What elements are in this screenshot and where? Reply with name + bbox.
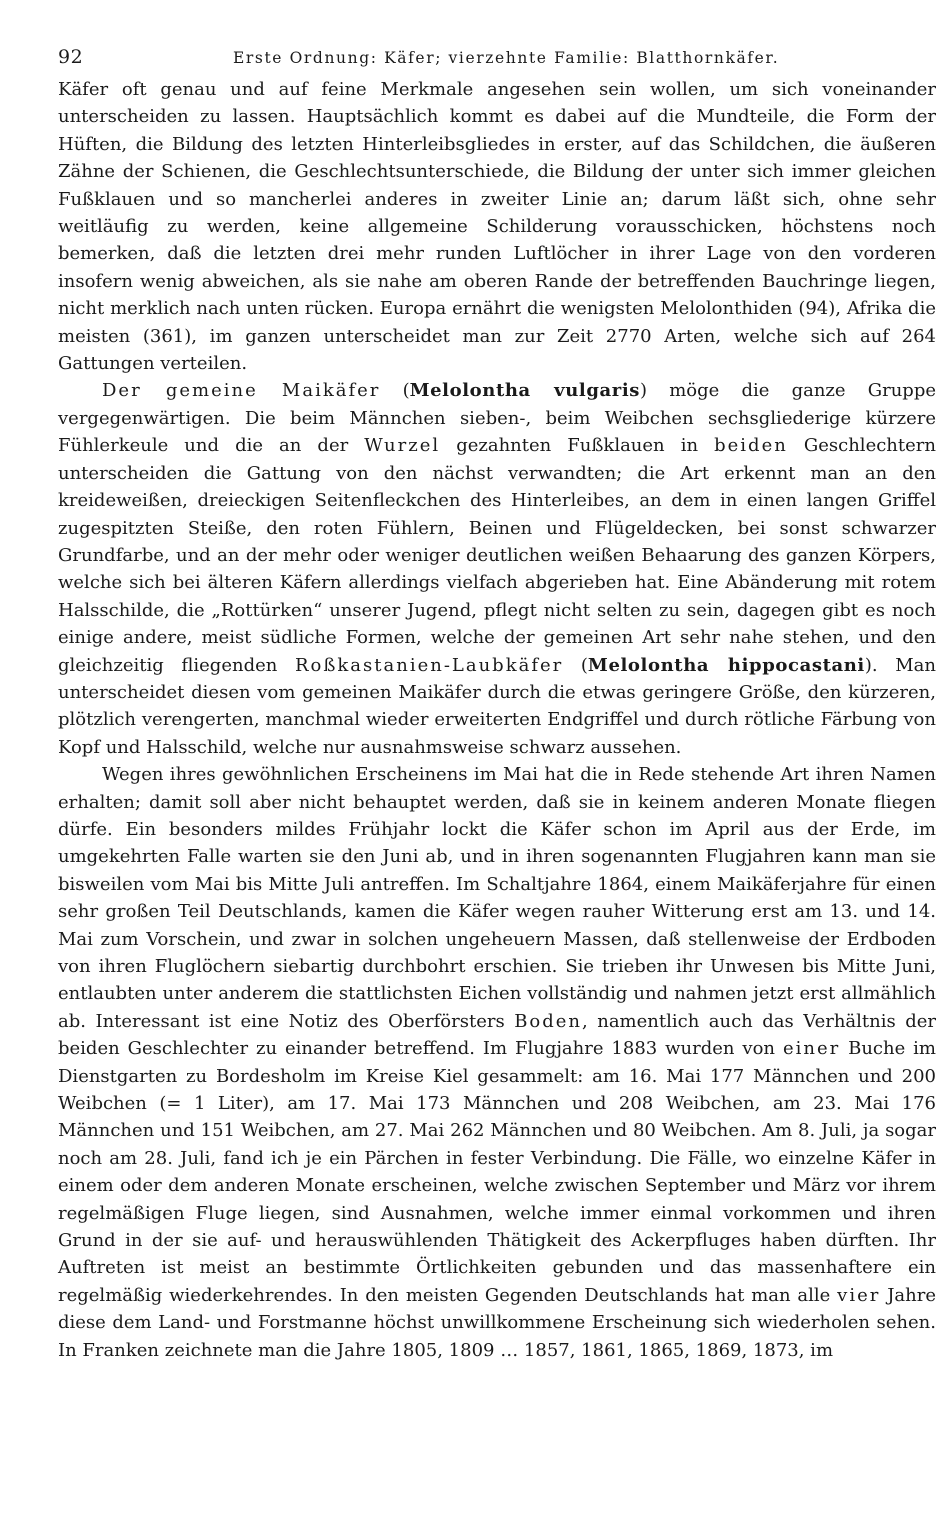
text-run: Jahre diese dem Land- und Forstmanne höchst unwillkommene Erscheinung sich wiederholen sehen. In Franken zeichnete man die Jahre 1805, 1809 … 1857, 1861, 1865, 1869, 1873, im bbox=[58, 1284, 936, 1361]
text-run: Käfer oft genau und auf feine Merkmale angesehen sein wollen, um sich voneinander unterscheiden zu lassen. Hauptsächlich kommt es dabei auf die Mundteile, die Form der Hüften, die Bildung des letzten Hinterleibsgliedes in erster, auf das Schildchen, die äußeren Zähne der Schienen, die Geschlechtsunterschiede, die Bildung der unter sich immer gleichen Fußklauen und so mancherlei anderes in zweiter Linie an; darum läßt sich, ohne sehr weitläufig zu werden, keine allgemeine Schilderung vorausschicken, höchstens noch bemerken, daß die letzten drei mehr runden Luftlöcher in ihrer Lage von den vorderen insofern wenig abweichen, als sie nahe am oberen Rande der betreffenden Bauchringe liegen, nicht merklich nach unten rücken. Europa ernährt die wenigsten Melolonthiden (94), Afrika die meisten (361), im ganzen unterscheidet man zur Zeit 2770 Arten, welche sich auf 264 Gattungen verteilen. bbox=[58, 79, 936, 375]
text-run: ). Man unterscheidet diesen vom gemeinen Maikäfer durch die etwas geringere Größe, den kürzeren, plötzlich verengerten, manchmal wieder erweiterten Endgriffel und durch rötliche Färbung von Kopf und Halsschild, welche nur ausnahmsweise schwarz aussehen. bbox=[58, 654, 936, 758]
emphasis: Wurzel bbox=[364, 435, 441, 457]
text-run: ( bbox=[563, 654, 588, 676]
running-head: Erste Ordnung: Käfer; vierzehnte Familie: Blatthornkäfer. bbox=[233, 49, 780, 67]
page-header bbox=[58, 40, 936, 76]
species-name: Der gemeine Maikäfer bbox=[102, 380, 381, 402]
latin-name: Melolontha hippocastani bbox=[587, 654, 865, 676]
body-text bbox=[58, 76, 936, 1364]
book-page bbox=[58, 40, 936, 1364]
text-run: Buche im Dienstgarten zu Bordesholm im Kreise Kiel gesammelt: am 16. Mai 177 Männchen und 200 Weibchen (= 1 Liter), am 17. Mai 173 Männchen und 208 Weibchen, am 23. Mai 176 Männchen und 151 Weibchen, am 27. Mai 262 Männchen und 80 Weibchen. Am 8. Juli, ja sogar noch am 28. Juli, fand ich je ein Pärchen in fester Verbindung. Die Fälle, wo einzelne Käfer in einem oder dem anderen Monate erscheinen, welche zwischen September und März vor ihrem regelmäßigen Fluge liegen, sind Ausnahmen, welche immer einmal vorkommen und ihren Grund in der sie auf- und herauswühlenden Thätigkeit des Ackerpfluges haben dürften. Ihr Auftreten ist meist an bestimmte Örtlichkeiten gebunden und das massenhaftere ein regelmäßig wiederkehrendes. In den meisten Gegenden Deutschlands hat man alle bbox=[58, 1038, 936, 1306]
emphasis: vier bbox=[837, 1284, 881, 1306]
emphasis: beiden bbox=[714, 435, 788, 457]
text-run: Wegen ihres gewöhnlichen Erscheinens im Mai hat die in Rede stehende Art ihren Namen erhalten; damit soll aber nicht behauptet werden, daß sie in keinem anderen Monate fliegen dürfe. Ein besonders mildes Frühjahr lockt die Käfer schon im April aus der Erde, im umgekehrten Falle warten sie den Juni ab, und in ihren sogenannten Flugjahren kann man sie bisweilen vom Mai bis Mitte Juli antreffen. Im Schaltjahre 1864, einem Maikäferjahre für einen sehr großen Teil Deutschlands, kamen die Käfer wegen rauher Witterung erst am 13. und 14. Mai zum Vorschein, und zwar in solchen ungeheuern Massen, daß stellenweise der Erdboden von ihren Fluglöchern siebartig durchbohrt erschien. Sie trieben ihr Unwesen bis Mitte Juni, entlaubten unter anderem die stattlichsten Eichen vollständig und nahmen jetzt erst allmählich ab. Interessant ist eine Notiz des Oberförsters bbox=[58, 764, 936, 1032]
text-run: gezahnten Fußklauen in bbox=[440, 435, 715, 457]
paragraph bbox=[58, 76, 936, 377]
species-name: Roßkastanien-Laubkäfer bbox=[294, 654, 564, 676]
paragraph bbox=[58, 377, 936, 761]
paragraph bbox=[58, 761, 936, 1364]
text-run: ( bbox=[380, 380, 410, 402]
emphasis: einer bbox=[782, 1038, 841, 1060]
text-run: Geschlechtern unterscheiden die Gattung von den nächst verwandten; die Art erkennt man an den kreideweißen, dreieckigen Seitenfleckchen des Hinterleibes, an dem in einen langen Griffel zugespitzten Steiße, den roten Fühlern, Beinen und Flügeldecken, bei sonst schwarzer Grundfarbe, und an der mehr oder weniger deutlichen weißen Behaarung des ganzen Körpers, welche sich bei älteren Käfern allerdings vielfach abgerieben hat. Eine Abänderung mit rotem Halsschilde, die „Rottürken“ unserer Jugend, pflegt nicht selten zu sein, dagegen gibt es noch einige andere, meist südliche Formen, welche der gemeinen Art sehr nahe stehen, und den gleichzeitig fliegenden bbox=[58, 435, 936, 676]
latin-name: Melolontha vulgaris bbox=[409, 380, 641, 402]
person-name: Boden bbox=[514, 1010, 583, 1032]
page-number: 92 bbox=[58, 46, 84, 68]
text-run: , namentlich auch das Verhältnis der beiden Geschlechter zu einander betreffend. Im Flugjahre 1883 wurden von bbox=[58, 1010, 936, 1060]
text-run: ) möge die ganze Gruppe vergegenwärtigen. Die beim Männchen sieben-, beim Weibchen sechsgliederige kürzere Fühlerkeule und die an der bbox=[58, 380, 936, 457]
